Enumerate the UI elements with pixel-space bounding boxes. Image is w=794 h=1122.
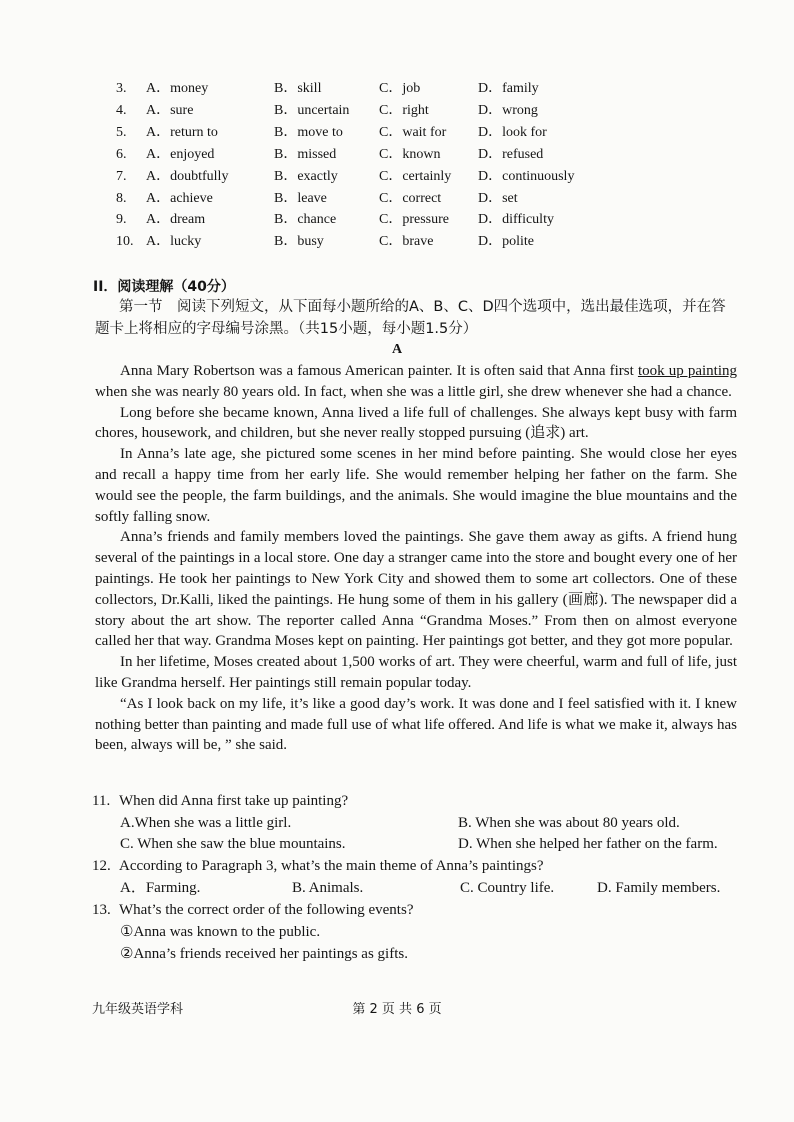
footer-subject: 九年级英语学科 [92, 1002, 184, 1017]
paragraph-1-text-a: Anna Mary Robertson was a famous American painter. It is often said that Anna first [120, 363, 638, 379]
question-text: What’s the correct order of the following events? [119, 902, 414, 918]
section-instruction: 第一节 阅读下列短文，从下面每小题所给的A、B、C、D四个选项中，选出最佳选项，并在答题卡上将相应的字母编号涂黑。（共15小题，每小题1.5分） [95, 299, 726, 337]
cloze-option-row [0, 231, 794, 253]
q13-event-2: ②Anna’s friends received her paintings as gifts. [120, 946, 408, 962]
paragraph-6: “As I look back on my life, it’s like a good day’s work. It was done and I feel satisfied with it. I knew nothing better than painting and made full use of what life offered. And life is what we make it, always has been, always will be, ” she said. [95, 695, 737, 754]
question-13 [92, 900, 742, 921]
cloze-option-c: C．pressure [379, 212, 449, 228]
question-11 [92, 791, 742, 812]
q11-option-b: B. When she was about 80 years old. [458, 815, 680, 831]
paragraph-5: In her lifetime, Moses created about 1,500 works of art. They were cheerful, warm and full of life, just like Grandma herself. Her paintings still remain popular today. [95, 654, 737, 691]
paragraph-3: In Anna’s late age, she pictured some scenes in her mind before painting. She would close her eyes and recall a happy time from her early life. She would remember helping her father on the farm. She would see the people, the farm buildings, and the animals. She would imagine the blue mountains and the softly falling snow. [95, 446, 737, 525]
q12-option-a: A．Farming. [120, 880, 201, 896]
cloze-option-c: C．correct [379, 190, 442, 206]
cloze-option-row [0, 122, 794, 144]
cloze-question-number: 9. [116, 212, 127, 228]
q13-event-1: ①Anna was known to the public. [120, 924, 321, 940]
cloze-option-b: B．exactly [274, 168, 338, 184]
cloze-option-a: A．dream [146, 212, 206, 228]
cloze-question-number: 10. [116, 234, 134, 250]
cloze-option-b: B．missed [274, 146, 337, 162]
cloze-option-c: C．certainly [379, 168, 452, 184]
cloze-option-row [0, 166, 794, 188]
cloze-option-row [0, 144, 794, 166]
cloze-option-a: A．enjoyed [146, 146, 215, 162]
cloze-option-d: D．difficulty [478, 212, 554, 228]
cloze-question-number: 8. [116, 190, 127, 206]
paragraph-1 [95, 361, 737, 403]
paragraph-1-text-b: when she was nearly 80 years old. In fact, when she was a little girl, she drew whenever she had a chance. [95, 383, 732, 400]
cloze-option-c: C．right [379, 102, 429, 118]
cloze-option-row [0, 100, 794, 122]
cloze-question-number: 7. [116, 168, 127, 184]
question-text: When did Anna first take up painting? [119, 793, 349, 809]
q12-option-b: B. Animals. [292, 880, 364, 896]
cloze-option-b: B．leave [274, 190, 327, 206]
cloze-option-a: A．doubtfully [146, 168, 229, 184]
section-title: II．阅读理解（40分） [93, 279, 235, 295]
cloze-option-row [0, 188, 794, 210]
cloze-option-d: D．family [478, 81, 539, 96]
cloze-option-d: D．look for [478, 124, 547, 140]
cloze-option-c: C．job [379, 81, 421, 96]
question-number: 11. [92, 793, 111, 809]
cloze-option-a: A．achieve [146, 190, 213, 206]
cloze-option-a: A．money [146, 81, 209, 96]
cloze-option-d: D．refused [478, 146, 544, 162]
question-number: 13. [92, 902, 111, 918]
cloze-question-number: 3. [116, 81, 127, 96]
cloze-option-c: C．brave [379, 234, 434, 250]
cloze-option-row [0, 78, 794, 100]
cloze-option-b: B．busy [274, 234, 324, 250]
question-number: 12. [92, 858, 111, 874]
question-text: According to Paragraph 3, what’s the main theme of Anna’s paintings? [119, 858, 544, 874]
question-12 [92, 856, 742, 877]
q11-option-d: D. When she helped her father on the farm. [458, 836, 718, 852]
cloze-option-a: A．lucky [146, 234, 202, 250]
cloze-option-row [0, 209, 794, 231]
cloze-option-c: C．known [379, 146, 441, 162]
cloze-option-d: D．wrong [478, 102, 538, 118]
cloze-option-b: B．uncertain [274, 102, 350, 118]
cloze-question-number: 6. [116, 146, 127, 162]
cloze-question-number: 5. [116, 124, 127, 140]
cloze-option-b: B．skill [274, 81, 322, 96]
passage-label: A [391, 342, 403, 357]
q11-option-c: C. When she saw the blue mountains. [120, 836, 346, 852]
underlined-phrase: took up painting [637, 363, 738, 379]
cloze-option-b: B．move to [274, 124, 343, 140]
cloze-option-a: A．return to [146, 124, 218, 140]
footer-page-number: 第 2 页 共 6 页 [352, 1002, 442, 1017]
cloze-question-number: 4. [116, 102, 127, 118]
paragraph-2: Long before she became known, Anna lived a life full of challenges. She always kept busy with farm chores, housework, and children, but she never really stopped pursuing (追求) art. [95, 404, 737, 442]
cloze-option-d: D．polite [478, 234, 534, 250]
cloze-option-d: D．set [478, 190, 518, 206]
reading-passage [95, 361, 737, 756]
q12-option-d: D. Family members. [597, 880, 721, 896]
paragraph-4: Anna’s friends and family members loved the paintings. She gave them away as gifts. A friend hung several of the paintings in a local store. One day a stranger came into the store and bought every one of her paintings. He took her paintings to New York City and showed them to some art collectors. One of these collectors, Dr.Kalli, liked the paintings. He hung some of them in his gallery (画廊). The newspaper did a story about the art show. The reporter called Anna “Grandma Moses.” From then on almost everyone called her that way. Grandma Moses kept on painting. Her paintings got better, and they got more popular. [95, 529, 737, 650]
cloze-option-c: C．wait for [379, 124, 447, 140]
cloze-option-b: B．chance [274, 212, 337, 228]
q11-option-a: A.When she was a little girl. [120, 815, 292, 831]
q12-option-c: C. Country life. [460, 880, 555, 896]
cloze-option-d: D．continuously [478, 168, 575, 184]
cloze-option-a: A．sure [146, 102, 194, 118]
